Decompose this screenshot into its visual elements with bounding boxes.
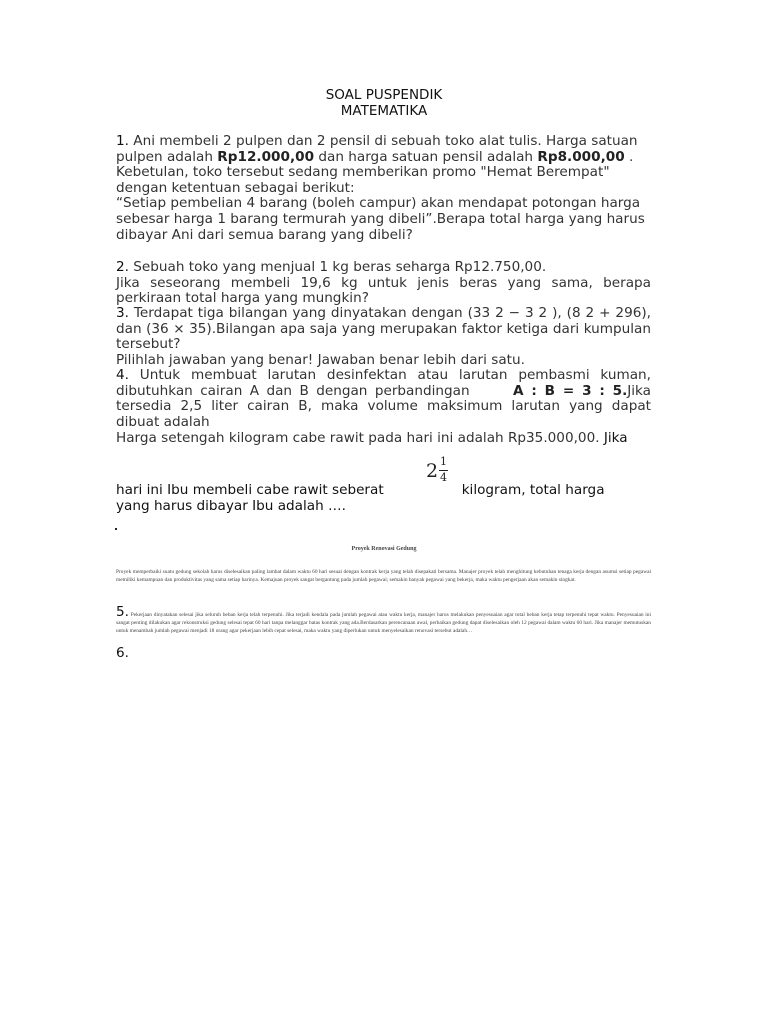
question-1 — [116, 134, 651, 243]
question-text: Jika tersedia 2,5 liter cairan B, maka volume maksimum larutan yang dapat dibuat adalah — [116, 382, 651, 430]
page-title — [0, 88, 768, 119]
question-text: yang harus dibayar Ibu adalah …. — [116, 497, 346, 514]
ratio-text: A : B = 3 : 5. — [513, 382, 628, 399]
question-text: Untuk membuat larutan desinfektan atau larutan pembasmi kuman, dibutuhkan cairan A dan B dengan perbandingan — [116, 367, 651, 399]
question-4 — [116, 368, 651, 430]
title-line-1: SOAL PUSPENDIK — [325, 87, 443, 103]
question-6-number: 6. — [116, 645, 129, 661]
fraction-denominator: 4 — [440, 471, 447, 484]
question-text: Terdapat tiga bilangan yang dinyatakan dengan (33 2 − 3 2 ), (8 2 + 296), dan (36 × 35).Bilangan apa saja yang merupakan faktor ketiga dari kumpulan tersebut? — [116, 305, 651, 353]
question-text: . Kebetulan, toko tersebut sedang memberikan promo "Hemat Berempat" dengan ketentuan sebagai berikut: — [116, 148, 634, 196]
question-number: 3. — [116, 305, 129, 321]
question-4-cabe — [116, 431, 651, 447]
question-2 — [116, 260, 651, 307]
question-text: Jika seseorang membeli 19,6 kg untuk jenis beras yang sama, berapa perkiraan total harga yang mungkin? — [116, 274, 651, 307]
question-text: Pekerjaan dinyatakan selesai jika seluruh beban kerja telah terpenuhi. Jika terjadi kendala pada jumlah pegawai atau waktu kerja, manajer harus melakukan penyesuaian agar total beban kerja tetap terpenuhi tepat waktu. Penyesuaian ini sangat penting dilakukan agar rekonstruksi gedung selesai tepat 60 hari tanpa melanggar batas kontrak yang ada.Berdasarkan perencanaan awal, perbaikan gedung dapat diselesaikan oleh 12 pegawai dalam waktu 60 hari. Jika manajer memutuskan untuk menambah jumlah pegawai menjadi 18 orang agar pekerjaan lebih cepat selesai, maka waktu yang diperlukan untuk menyelesaikan renovasi tersebut adalah… — [116, 612, 651, 634]
question-3 — [116, 306, 651, 368]
stray-dot — [115, 528, 117, 530]
price-pensil: Rp8.000,00 — [537, 148, 625, 165]
project-title: Proyek Renovasi Gedung — [351, 546, 417, 552]
question-4-cabe-cont — [116, 483, 651, 514]
question-number: 4. — [116, 367, 129, 383]
project-text: Proyek memperbaiki suatu gedung sekolah harus diselesaikan paling lambat dalam waktu 60 hari sesuai dengan kontrak kerja yang telah disepakati bersama. Manajer proyek telah menghitung kebutuhan tenaga kerja dengan asumsi setiap pegawai memiliki kemampuan dan produktivitas yang sama setiap harinya. Kemajuan proyek sangat bergantung pada jumlah pegawai; semakin banyak pegawai yang bekerja, maka waktu pengerjaan akan semakin singkat. — [116, 569, 651, 583]
question-text: Jika — [599, 430, 628, 446]
question-text: Ani membeli 2 pulpen dan 2 pensil di sebuah toko alat tulis. Harga satuan pulpen adalah — [116, 133, 638, 165]
price-pulpen: Rp12.000,00 — [217, 148, 315, 165]
promo-text: “Setiap pembelian 4 barang (boleh campur) akan mendapat potongan harga sebesar harga 1 barang termurah yang dibeli”.Berapa total harga yang harus dibayar Ani dari semua barang yang dibeli? — [116, 195, 645, 243]
question-number: 2. — [116, 259, 129, 275]
question-number: 5. — [116, 604, 129, 620]
instruction-text: Pilihlah jawaban yang benar! Jawaban benar lebih dari satu. — [116, 351, 525, 368]
question-5 — [116, 604, 651, 635]
question-text: dan harga satuan pensil adalah — [314, 148, 538, 165]
fraction-numerator: 1 — [440, 455, 447, 468]
question-text: kilogram, total harga — [461, 482, 605, 498]
question-text: Sebuah toko yang menjual 1 kg beras seharga Rp12.750,00. — [128, 259, 547, 275]
fraction-whole: 2 — [426, 460, 439, 482]
question-text: hari ini Ibu membeli cabe rawit seberat — [116, 482, 384, 498]
title-line-2: MATEMATIKA — [340, 102, 428, 119]
question-number: 1. — [116, 133, 129, 149]
question-text: Harga setengah kilogram cabe rawit pada hari ini adalah Rp35.000,00. — [116, 430, 600, 446]
